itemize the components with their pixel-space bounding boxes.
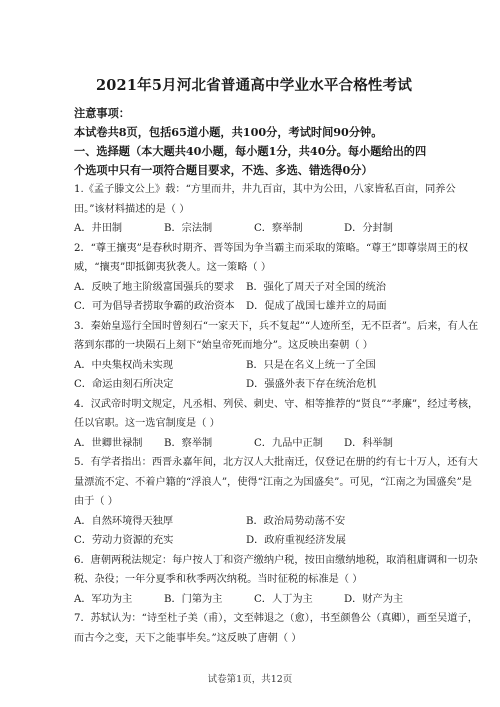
- option-d: D．政府重视经济发展: [246, 535, 346, 546]
- options-row: [74, 278, 434, 298]
- question-5: [74, 453, 478, 551]
- question-text: 而古今之变，天下之能事毕矣。”这反映了唐朝（ ）: [74, 632, 302, 644]
- page-title: 2021年5月河北省普通高中学业水平合格性考试: [95, 77, 413, 94]
- question-text: 7．苏轼认为：“诗至杜子美（甫），文至韩退之（愈），书至颜鲁公（真卿），画至吴道子，: [74, 613, 478, 624]
- option-b: B．门第为主: [164, 593, 223, 605]
- question-6: [74, 551, 478, 610]
- question-text: 6．唐朝两税法规定：每户按人丁和资产缴纳户税，按田亩缴纳地税，取消租庸调和一切杂: [74, 554, 478, 566]
- option-a: A．自然环境得天独厚: [74, 515, 174, 527]
- option-a: A．井田制: [74, 223, 123, 234]
- options-row: [74, 297, 434, 317]
- question-text: 量漂流不定、不着户籍的“浮浪人”，使得“江南之为国盛矣”。可见，“江南之为国盛矣”是: [74, 476, 472, 488]
- option-b: B．只是在名义上统一了全国: [246, 359, 376, 371]
- options-row: [74, 356, 434, 376]
- option-a: A．中央集权尚未实现: [74, 359, 174, 371]
- question-3: [74, 317, 479, 395]
- question-1: [74, 180, 456, 239]
- option-a: A．军功为主: [74, 593, 133, 605]
- option-d: D．科举制: [344, 437, 393, 449]
- option-b: B．察举制: [164, 437, 213, 449]
- option-c: C．人丁为主: [254, 593, 313, 605]
- question-text: 2．“尊王攘夷”是春秋时期齐、晋等国为争当霸主而采取的策略。“尊王”即尊崇周王的权: [74, 242, 469, 254]
- option-a: A．反映了地主阶级富国强兵的要求: [74, 281, 235, 293]
- options-row: [74, 590, 434, 610]
- section-heading-line-2: 个选项中只有一项符合题目要求，不选、多选、错选得0分）: [74, 163, 373, 177]
- question-text: 威，“攘夷”即抵御夷狄袭人。这一策略（ ）: [74, 262, 272, 273]
- options-row: [74, 375, 434, 395]
- option-a: A．世卿世禄制: [74, 437, 143, 449]
- notice-text: 本试卷共8页，包括65道小题，共100分，考试时间90分钟。: [74, 125, 383, 139]
- options-row: [74, 512, 434, 532]
- option-c: C．察举制: [254, 223, 303, 234]
- option-d: D．分封制: [344, 223, 393, 234]
- option-b: B．政治局势动荡不安: [246, 515, 346, 527]
- question-text: 3．秦始皇巡行全国时曾刻石“一家天下，兵不复起”“人迹所至，无不臣者”。后来，有人在: [74, 320, 479, 332]
- question-text: 1.《孟子滕文公上》载：“方里而井，井九百亩，其中为公田，八家皆私百亩，同养公: [74, 184, 456, 195]
- question-text: 5．有学者指出：西晋永嘉年间，北方汉人大批南迁，仅登记在册的约有七十万人，还有大: [74, 457, 478, 468]
- question-text: 落到东郡的一块陨石上刻下“始皇帝死而地分”。这反映出秦朝（ ）: [74, 340, 373, 351]
- question-7: [74, 609, 478, 648]
- section-heading-line-1: 一、选择题（本大题共40小题，每小题1分，共40分。每小题给出的四: [74, 144, 427, 158]
- option-d: D．财产为主: [344, 593, 404, 605]
- exam-content: [74, 76, 479, 648]
- option-c: C．可为倡导者捞取争霸的政治资本: [74, 301, 235, 312]
- notice-heading: 注意事项：: [74, 106, 130, 120]
- option-c: C．劳动力资源的充实: [74, 535, 174, 546]
- page-footer: 试卷第1页，共12页: [207, 674, 293, 685]
- option-d: D．强盛外表下存在统治危机: [246, 379, 377, 390]
- options-row: [74, 434, 434, 454]
- option-c: C．命运由刻石所决定: [74, 379, 174, 390]
- question-text: 4．汉武帝时明文规定，凡丞相、列侯、刺史、守、相等推荐的“贤良”“孝廉”，经过考核，: [74, 398, 479, 410]
- question-4: [74, 395, 479, 454]
- option-d: D．促成了战国七雄并立的局面: [246, 301, 387, 312]
- option-c: C．九品中正制: [254, 437, 323, 449]
- options-row: [74, 219, 434, 239]
- question-text: 任以官职。这一选官制度是（ ）: [74, 418, 220, 429]
- options-row: [74, 531, 434, 551]
- question-text: 税、杂役；一年分夏季和秋季两次纳税。当时征税的标准是（ ）: [74, 574, 363, 585]
- option-b: B．宗法制: [164, 223, 213, 234]
- question-2: [74, 239, 469, 317]
- question-text: 由于（ ）: [74, 496, 118, 507]
- question-text: 田。”该材料描述的是（ ）: [74, 203, 190, 215]
- option-b: B．强化了周天子对全国的统治: [246, 281, 386, 293]
